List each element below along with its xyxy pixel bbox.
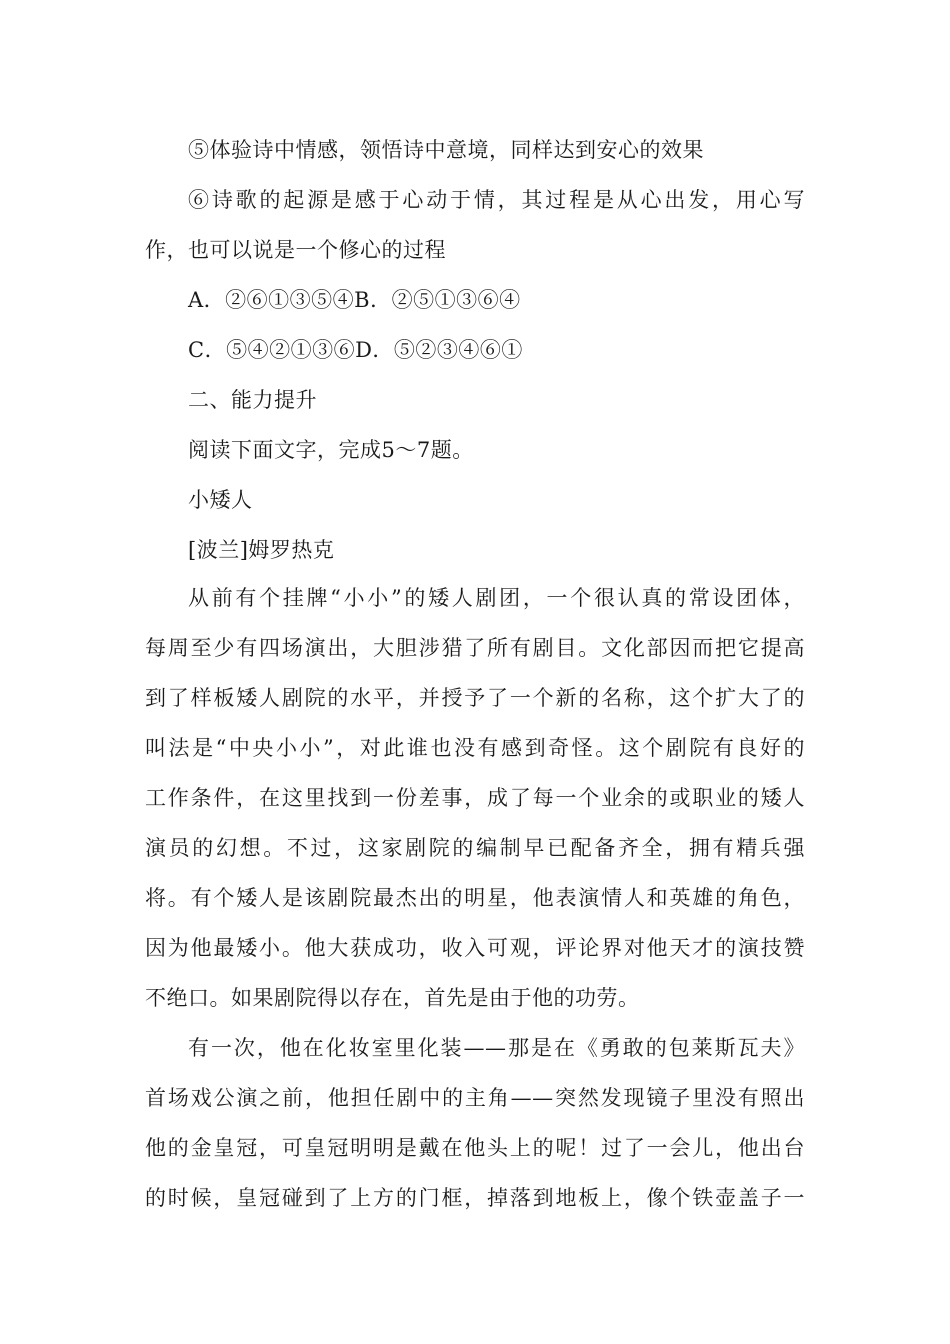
paragraph-line: 到了样板矮人剧院的水平，并授予了一个新的名称，这个扩大了的 — [145, 686, 805, 710]
paragraph-line: 有一次，他在化妆室里化装——那是在《勇敢的包莱斯瓦夫》 — [188, 1036, 805, 1060]
paragraph-line: 他的金皇冠，可皇冠明明是戴在他头上的呢！过了一会儿，他出台 — [145, 1136, 805, 1160]
paragraph-line: 演员的幻想。不过，这家剧院的编制早已配备齐全，拥有精兵强 — [145, 836, 805, 860]
paragraph-line: 将。有个矮人是该剧院最杰出的明星，他表演情人和英雄的角色， — [145, 886, 805, 910]
paragraph-line: 因为他最矮小。他大获成功，收入可观，评论界对他天才的演技赞 — [145, 936, 805, 960]
paragraph-line: 的时候，皇冠碰到了上方的门框，掉落到地板上，像个铁壶盖子一 — [145, 1186, 805, 1210]
reading-instruction: 阅读下面文字，完成5～7题。 — [188, 438, 474, 462]
option-line-6-continued: 作，也可以说是一个修心的过程 — [145, 238, 446, 262]
paragraph-line: 工作条件，在这里找到一份差事，成了每一个业余的或职业的矮人 — [145, 786, 805, 810]
paragraph-line: 首场戏公演之前，他担任剧中的主角——突然发现镜子里没有照出 — [145, 1086, 805, 1110]
story-author: [波兰]姆罗热克 — [188, 538, 335, 562]
story-title: 小矮人 — [188, 488, 253, 512]
option-line-6: ⑥诗歌的起源是感于心动于情，其过程是从心出发，用心写 — [188, 188, 805, 212]
option-line-5: ⑤体验诗中情感，领悟诗中意境，同样达到安心的效果 — [188, 138, 704, 162]
paragraph-line: 不绝口。如果剧院得以存在，首先是由于他的功劳。 — [145, 986, 640, 1010]
answer-choices-ab: A．②⑥①③⑤④B．②⑤①③⑥④ — [188, 288, 521, 312]
answer-choices-cd: C．⑤④②①③⑥D．⑤②③④⑥① — [188, 338, 523, 362]
paragraph-line: 从前有个挂牌“小小”的矮人剧团，一个很认真的常设团体， — [188, 586, 805, 610]
paragraph-line: 叫法是“中央小小”，对此谁也没有感到奇怪。这个剧院有良好的 — [145, 736, 805, 760]
section-heading: 二、能力提升 — [188, 388, 317, 412]
paragraph-line: 每周至少有四场演出，大胆涉猎了所有剧目。文化部因而把它提高 — [145, 636, 805, 660]
